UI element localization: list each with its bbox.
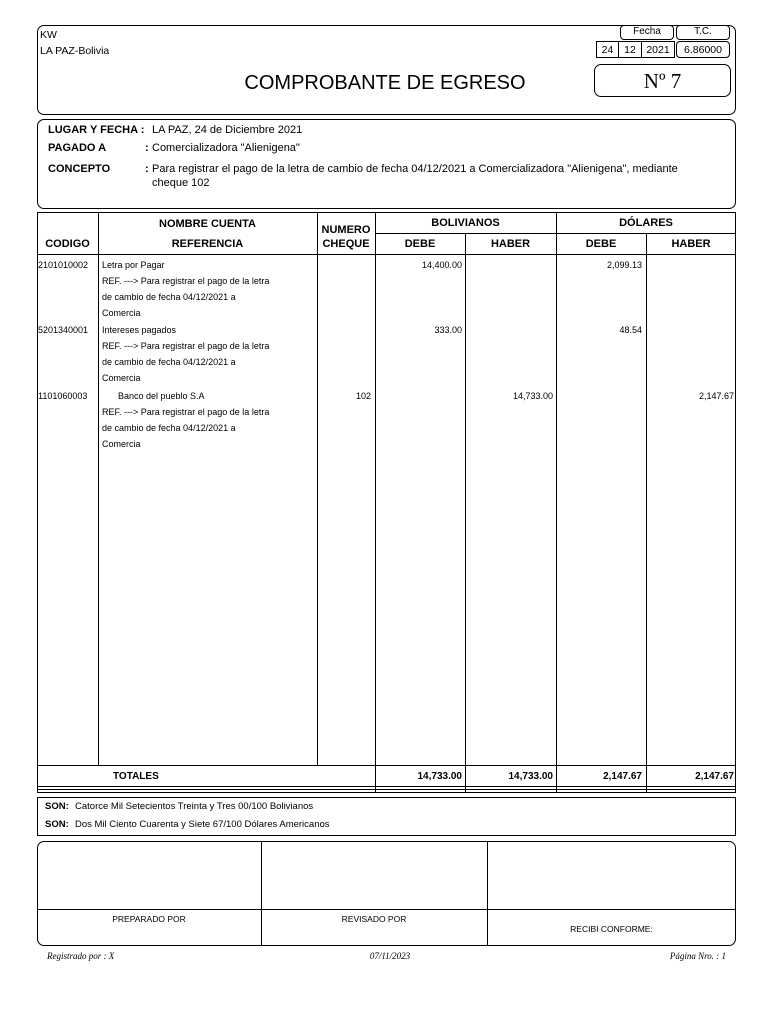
lugar-label: LUGAR Y FECHA :: [48, 124, 145, 136]
concepto-colon: :: [145, 163, 149, 175]
pagado-label: PAGADO A: [48, 142, 107, 154]
header-haber-us: HABER: [671, 238, 711, 250]
tc-value: 6.86000: [684, 44, 722, 56]
header-codigo: CODIGO: [45, 238, 90, 250]
row-debe-bs: 333.00: [434, 325, 462, 335]
date-day: 24: [601, 44, 614, 56]
row-haber-bs: 14,733.00: [512, 391, 553, 401]
col-divider-debe-us: [646, 233, 647, 793]
row-ref-line-1: REF. ---> Para registrar el pago de la letra: [102, 276, 270, 286]
row-cuenta: Letra por Pagar: [102, 260, 165, 270]
row-ref-line-2: de cambio de fecha 04/12/2021 a: [102, 357, 236, 367]
tc-label: T.C.: [694, 26, 712, 37]
header-haber-bs: HABER: [490, 238, 531, 250]
row-ref-line-1: REF. ---> Para registrar el pago de la letra: [102, 341, 270, 351]
row-codigo: 5201340001: [38, 325, 89, 335]
header-bottom-line: [37, 254, 736, 255]
preparado-por: PREPARADO POR: [112, 914, 186, 924]
header-debe-bs: DEBE: [404, 238, 436, 250]
header-referencia: REFERENCIA: [171, 238, 244, 250]
row-debe-us: 48.54: [619, 325, 642, 335]
date-year: 2021: [646, 44, 670, 56]
header-debe-us: DEBE: [585, 238, 617, 250]
row-ref-line-2: de cambio de fecha 04/12/2021 a: [102, 292, 236, 302]
row-debe-bs: 14,400.00: [421, 260, 462, 270]
concepto-label: CONCEPTO: [48, 163, 111, 175]
col-divider-codigo: [98, 212, 99, 765]
total-haber-bs: 14,733.00: [508, 771, 553, 782]
sig-line: [37, 909, 736, 910]
row-ref-line-3: Comercia: [102, 439, 141, 449]
recibi-conforme: RECIBI CONFORME:: [570, 924, 653, 934]
sig-divider-1: [261, 841, 262, 946]
totals-top-line: [37, 765, 736, 766]
voucher-number: Nº 7: [643, 69, 682, 93]
pagado-colon: :: [145, 142, 149, 154]
page-number: Página Nro. : 1: [669, 951, 726, 961]
total-haber-us: 2,147.67: [695, 771, 734, 782]
header-nombre-cuenta: NOMBRE CUENTA: [159, 218, 256, 230]
header-cheque: CHEQUE: [322, 238, 370, 250]
totales-label: TOTALES: [113, 771, 159, 782]
son-text-2: Dos Mil Ciento Cuarenta y Siete 67/100 Dólares Americanos: [75, 819, 330, 830]
totals-bottom-line-2: [37, 789, 736, 790]
row-cheque: 102: [355, 391, 371, 401]
header-bolivianos: BOLIVIANOS: [431, 217, 500, 229]
col-divider-cheque: [375, 212, 376, 793]
son-label-1: SON:: [45, 801, 69, 812]
row-haber-us: 2,147.67: [698, 391, 734, 401]
row-ref-line-2: de cambio de fecha 04/12/2021 a: [102, 423, 236, 433]
fecha-label: Fecha: [633, 26, 661, 37]
row-debe-us: 2,099.13: [606, 260, 642, 270]
son-label-2: SON:: [45, 819, 69, 830]
row-ref-line-1: REF. ---> Para registrar el pago de la letra: [102, 407, 270, 417]
concepto-line-1: Para registrar el pago de la letra de cambio de fecha 04/12/2021 a Comercializadora "Alienigena", mediante: [152, 163, 678, 175]
company-name: KW: [40, 29, 57, 41]
col-divider-debe-bs: [465, 233, 466, 793]
col-divider-haber-bs: [556, 212, 557, 793]
concepto-line-2: cheque 102: [152, 177, 210, 189]
totals-bottom-line-1: [37, 786, 736, 787]
row-ref-line-3: Comercia: [102, 373, 141, 383]
row-codigo: 2101010002: [38, 260, 89, 270]
header-dolares: DÓLARES: [619, 217, 673, 229]
revisado-por: REVISADO POR: [341, 914, 407, 924]
total-debe-bs: 14,733.00: [417, 771, 462, 782]
col-divider-nombre: [317, 212, 318, 765]
header-numero: NUMERO: [321, 224, 371, 236]
company-location: LA PAZ-Bolivia: [40, 45, 110, 57]
row-codigo: 1101060003: [38, 391, 88, 401]
pagado-value: Comercializadora "Alienigena": [152, 142, 300, 154]
date-month: 12: [624, 44, 636, 56]
row-cuenta: Intereses pagados: [102, 325, 177, 335]
total-debe-us: 2,147.67: [603, 771, 642, 782]
row-cuenta: Banco del pueblo S.A: [118, 391, 205, 401]
row-ref-line-3: Comercia: [102, 308, 141, 318]
document-title: COMPROBANTE DE EGRESO: [244, 72, 526, 94]
footer-date: 07/11/2023: [369, 951, 411, 961]
son-text-1: Catorce Mil Setecientos Treinta y Tres 00/100 Bolivianos: [75, 801, 314, 812]
registrado-por: Registrado por : X: [47, 951, 115, 961]
lugar-value: LA PAZ, 24 de Diciembre 2021: [152, 124, 303, 136]
